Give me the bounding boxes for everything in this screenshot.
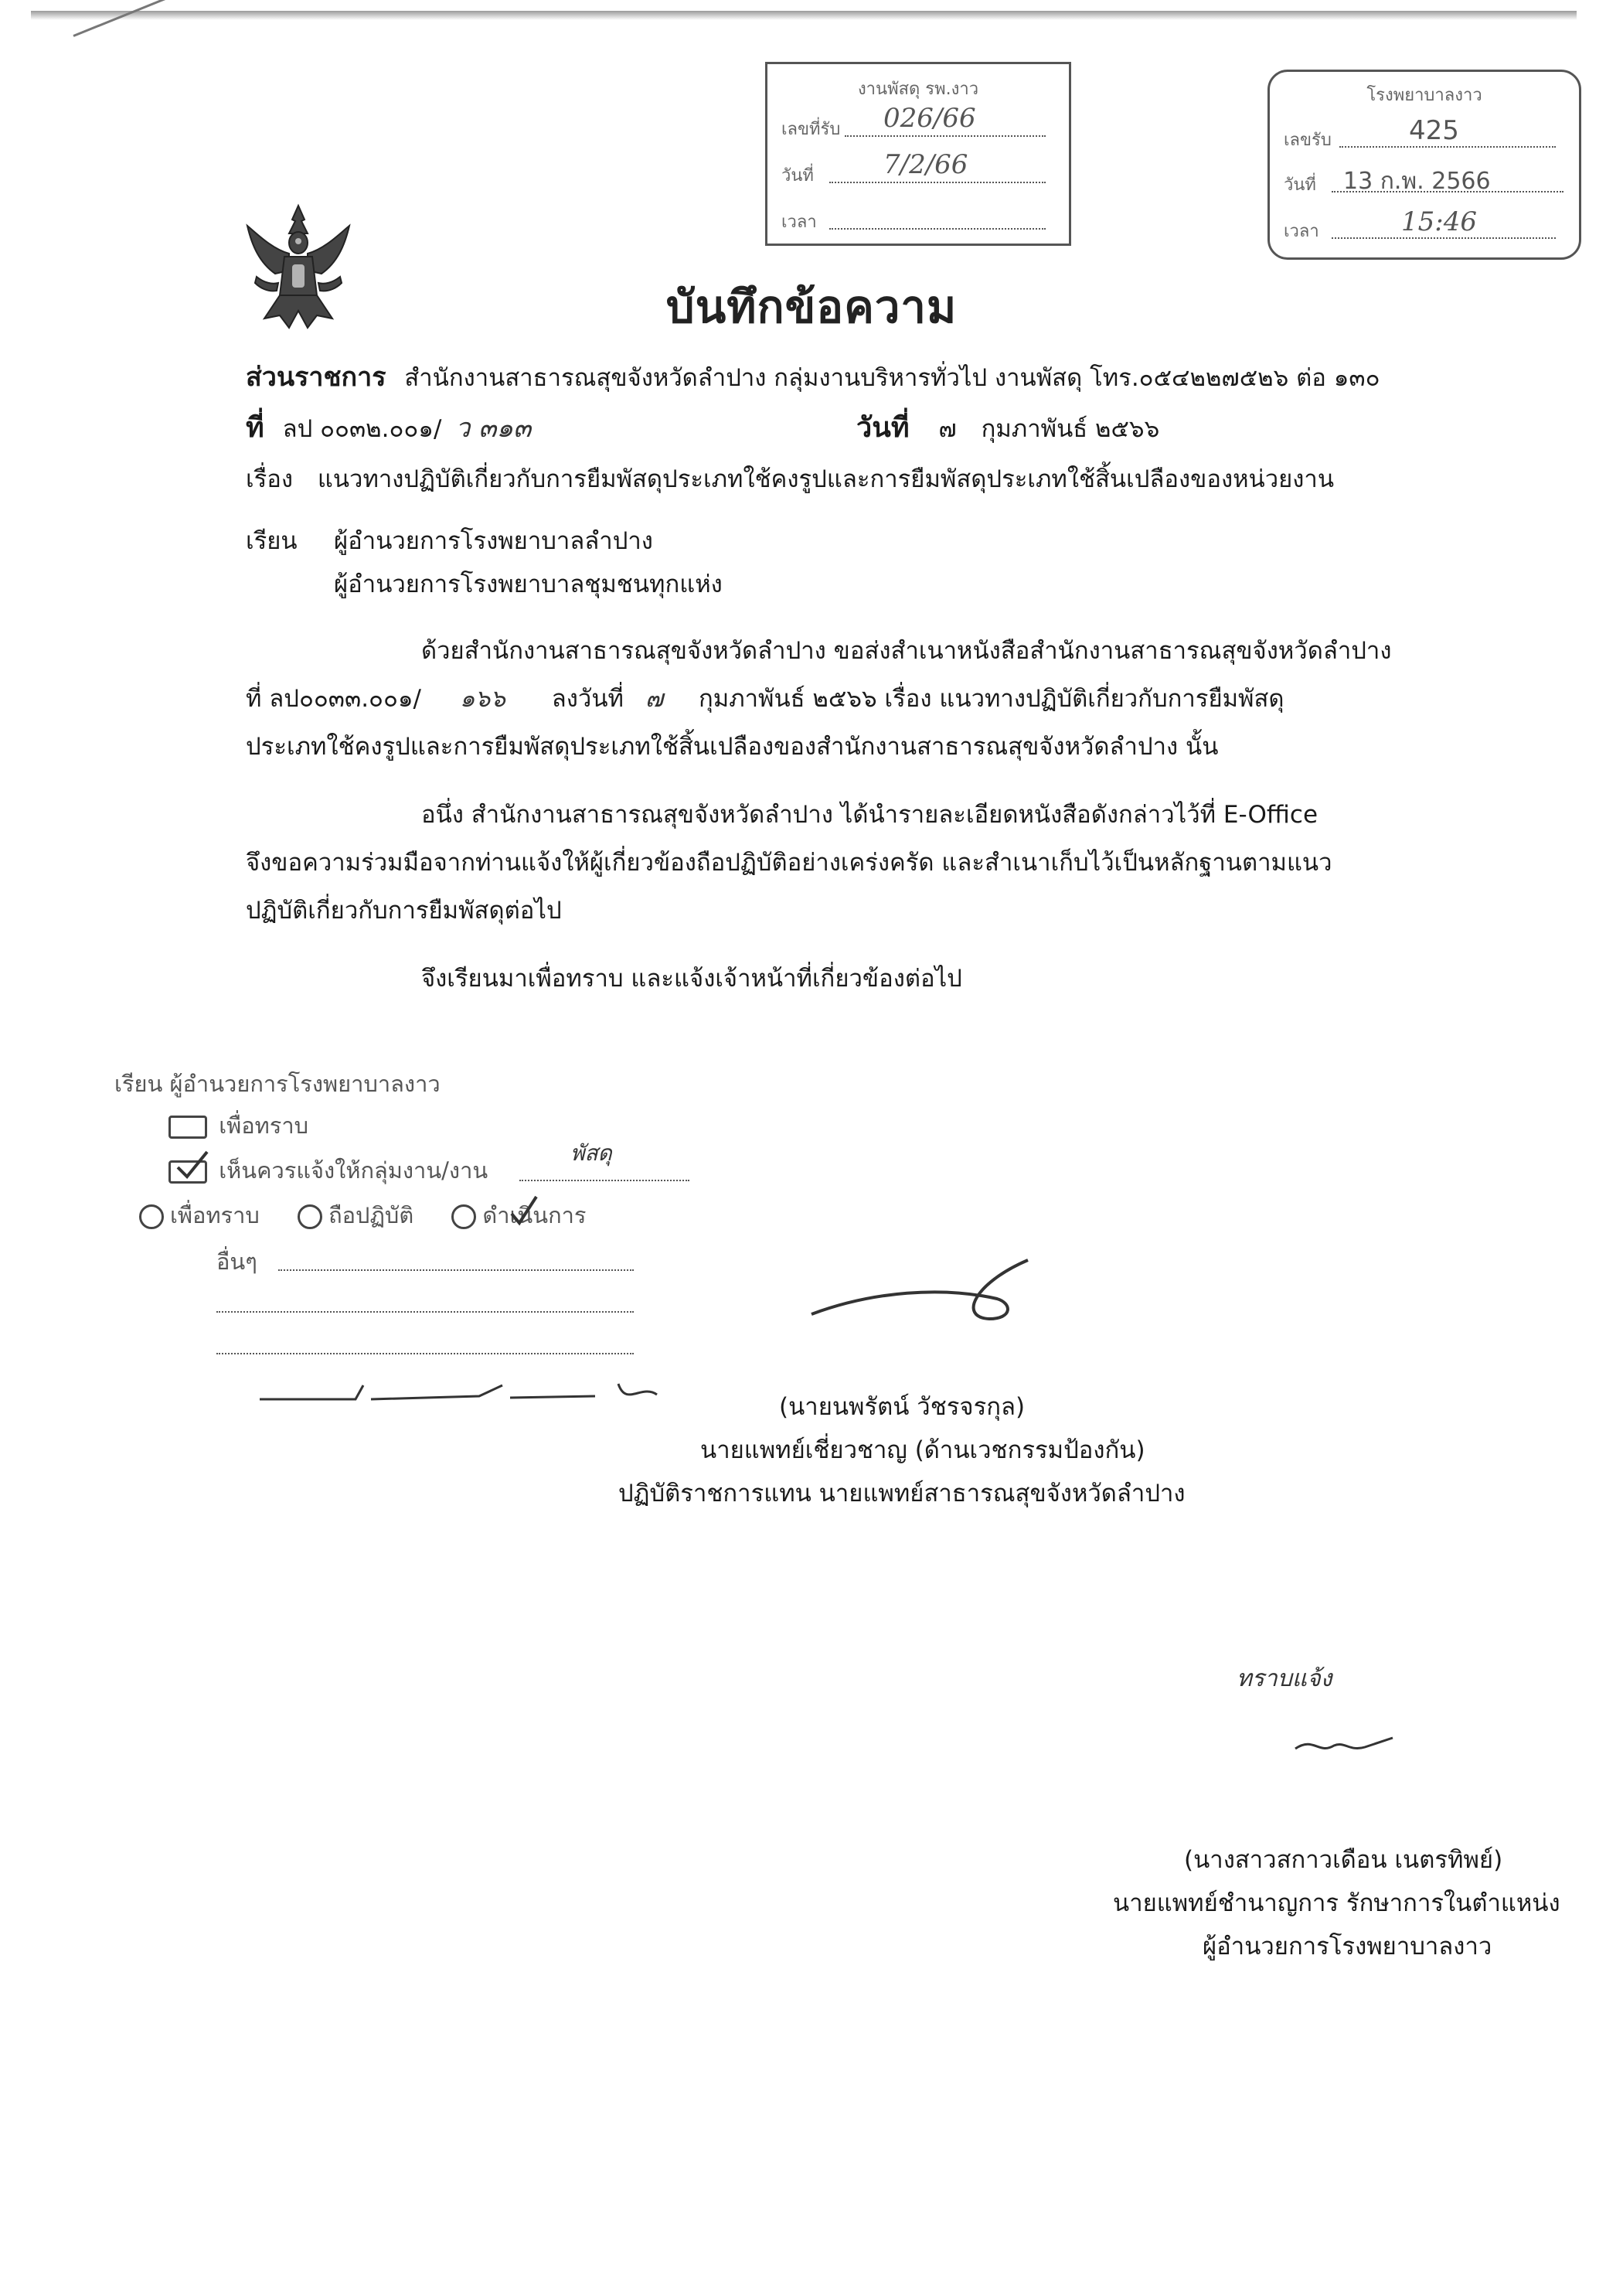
signatory1-title: นายแพทย์เชี่ยวชาญ (ด้านเวชกรรมป้องกัน) — [700, 1436, 1145, 1464]
to-recipient-2: ผู้อำนวยการโรงพยาบาลชุมชนทุกแห่ง — [334, 571, 723, 598]
date-month-year: กุมภาพันธ์ ๒๕๖๖ — [981, 415, 1160, 443]
signatory2-handwritten-note: ทราบแจ้ง — [1237, 1665, 1332, 1692]
stamp-received-value: 425 — [1409, 115, 1459, 146]
radio-comply-label: ถือปฏิบัติ — [328, 1202, 414, 1228]
other-dotted-line-2 — [216, 1311, 634, 1313]
para1-line1: ด้วยสำนักงานสาธารณสุขจังหวัดลำปาง ขอส่งสำเนาหนังสือสำนักงานสาธารณสุขจังหวัดลำปาง — [421, 637, 1392, 665]
routing-initials-signature — [255, 1368, 672, 1422]
scan-top-edge — [31, 11, 1577, 20]
radio-ack — [139, 1204, 164, 1229]
agency-row — [246, 362, 1380, 393]
to-label: เรียน — [246, 527, 298, 555]
stamp-date-label: วันที่ — [1284, 175, 1316, 195]
reference-label: ที่ — [246, 412, 264, 444]
routing-option-ack-label: เพื่อทราบ — [219, 1112, 309, 1139]
routing-option-forward-label: เห็นควรแจ้งให้กลุ่มงาน/งาน — [219, 1157, 488, 1184]
signatory1-signature — [804, 1252, 1043, 1337]
para2-line2: จึงขอความร่วมมือจากท่านแจ้งให้ผู้เกี่ยวข้องถือปฏิบัติอย่างเคร่งครัด และสำเนาเก็บไว้เป็นหลักฐานตามแนว — [246, 849, 1332, 877]
para1-ref: ที่ ลป๐๐๓๓.๐๐๑/ — [246, 685, 422, 713]
other-dotted-line-3 — [216, 1353, 634, 1354]
forward-dotted-line — [519, 1180, 689, 1181]
subject-row — [246, 464, 1334, 495]
forward-handwritten-unit: พัสดุ — [570, 1140, 612, 1166]
signatory1-acting: ปฏิบัติราชการแทน นายแพทย์สาธารณสุขจังหวัดลำปาง — [618, 1480, 1186, 1507]
signatory2-position: ผู้อำนวยการโรงพยาบาลงาว — [1203, 1933, 1492, 1960]
stamp-title: โรงพยาบาลงาว — [1366, 86, 1482, 105]
stamp-time-value: 15:46 — [1401, 206, 1477, 237]
signatory2-title: นายแพทย์ชำนาญการ รักษาการในตำแหน่ง — [1113, 1889, 1560, 1917]
stamp-received-label: เลขที่รับ — [781, 120, 841, 139]
stamp-date-label: วันที่ — [781, 166, 814, 186]
supply-office-stamp — [765, 62, 1071, 246]
para1-line2 — [246, 683, 1284, 714]
reference-value: ลป ๐๐๓๒.๐๐๑/ — [282, 415, 442, 443]
para1-dated-label: ลงวันที่ — [551, 685, 624, 713]
para2-line1: อนึ่ง สำนักงานสาธารณสุขจังหวัดลำปาง ได้นำรายละเอียดหนังสือดังกล่าวไว้ที่ E-Office — [421, 801, 1318, 829]
signatory2-signature — [1291, 1721, 1399, 1767]
checkmark-icon — [173, 1147, 212, 1181]
reference-row — [246, 413, 531, 445]
subject-value: แนวทางปฏิบัติเกี่ยวกับการยืมพัสดุประเภทใช้คงรูปและการยืมพัสดุประเภทใช้สิ้นเปลืองของหน่วยงาน — [317, 465, 1335, 493]
hospital-receive-stamp — [1267, 70, 1581, 260]
checkbox-ack — [168, 1116, 207, 1139]
para1-ref-handwritten: ๑๖๖ — [459, 685, 505, 713]
reference-handwritten-number: ว ๓๑๓ — [455, 413, 532, 444]
routing-to: เรียน ผู้อำนวยการโรงพยาบาลงาว — [114, 1071, 441, 1097]
stamp-date-value: 7/2/66 — [883, 149, 968, 180]
para1-day-handwritten: ๗ — [645, 685, 664, 713]
routing-option-forward — [168, 1155, 488, 1186]
date-label: วันที่ — [856, 412, 910, 444]
proceed-check-icon — [504, 1191, 543, 1229]
para3: จึงเรียนมาเพื่อทราบ และแจ้งเจ้าหน้าที่เกี่ยวข้องต่อไป — [421, 965, 962, 993]
para2-line3: ปฏิบัติเกี่ยวกับการยืมพัสดุต่อไป — [246, 897, 562, 925]
stamp-date-value: 13 ก.พ. 2566 — [1343, 168, 1491, 195]
date-day: ๗ — [938, 415, 957, 443]
radio-proceed-label: ดำเนินการ — [482, 1202, 587, 1228]
other-dotted-line-1 — [278, 1269, 634, 1271]
agency-value: สำนักงานสาธารณสุขจังหวัดลำปาง กลุ่มงานบริหารทั่วไป งานพัสดุ โทร.๐๕๔๒๒๗๕๒๖ ต่อ ๑๓๐ — [404, 364, 1380, 392]
radio-proceed — [451, 1204, 476, 1229]
routing-option-ack — [168, 1110, 308, 1141]
radio-comply — [298, 1204, 322, 1229]
document-title: บันทึกข้อความ — [665, 281, 958, 333]
para1-rest: กุมภาพันธ์ ๒๕๖๖ เรื่อง แนวทางปฏิบัติเกี่ยวกับการยืมพัสดุ — [698, 685, 1284, 713]
to-recipient-1: ผู้อำนวยการโรงพยาบาลลำปาง — [334, 527, 653, 555]
subject-label: เรื่อง — [246, 465, 294, 493]
stamp-received-label: เลขรับ — [1284, 131, 1332, 150]
stamp-time-label: เวลา — [1284, 222, 1319, 241]
para1-line3: ประเภทใช้คงรูปและการยืมพัสดุประเภทใช้สิ้นเปลืองของสำนักงานสาธารณสุขจังหวัดลำปาง นั้น — [246, 733, 1219, 761]
signatory1-name: (นายนพรัตน์ วัชรจรกุล) — [779, 1393, 1026, 1421]
stamp-received-value: 026/66 — [883, 103, 976, 134]
agency-label: ส่วนราชการ — [246, 362, 386, 393]
date-row — [856, 413, 1159, 445]
stamp-title: งานพัสดุ รพ.งาว — [857, 80, 979, 99]
radio-ack-label: เพื่อทราบ — [170, 1202, 260, 1228]
stamp-time-label: เวลา — [781, 213, 817, 232]
routing-other-label: อื่นๆ — [216, 1248, 257, 1275]
signatory2-name: (นางสาวสกาวเดือน เนตรทิพย์) — [1184, 1846, 1503, 1874]
